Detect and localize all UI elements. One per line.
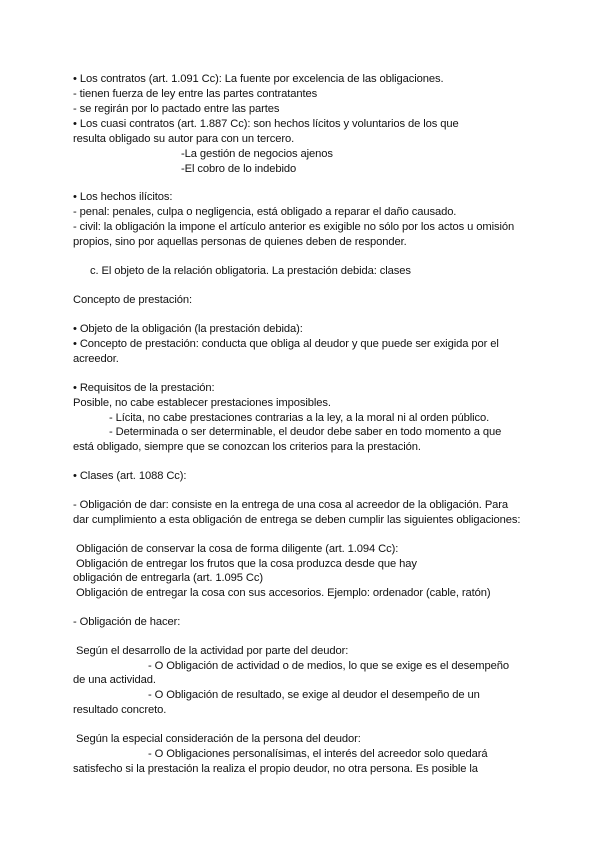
text-line: • Los cuasi contratos (art. 1.887 Cc): son hechos lícitos y voluntarios de los que (73, 118, 459, 130)
text-line: - O Obligación de actividad o de medios, lo que se exige es el desempeño (148, 660, 509, 672)
text-line: Según el desarrollo de la actividad por parte del deudor: (76, 645, 349, 657)
text-line: • Los hechos ilícitos: (73, 191, 173, 203)
text-line: - Lícita, no cabe prestaciones contrarias a la ley, a la moral ni al orden público. (109, 412, 490, 424)
text-line: • Objeto de la obligación (la prestación debida): (73, 323, 303, 335)
text-line: resulta obligado su autor para con un tercero. (73, 133, 295, 145)
text-line: • Clases (art. 1088 Cc): (73, 470, 187, 482)
section-heading: c. El objeto de la relación obligatoria. La prestación debida: clases (90, 265, 411, 277)
text-line: Concepto de prestación: (73, 294, 192, 306)
text-line: • Concepto de prestación: conducta que obliga al deudor y que puede ser exigida por el (73, 338, 499, 350)
text-line: Obligación de entregar los frutos que la cosa produzca desde que hay (76, 558, 417, 570)
text-line: -La gestión de negocios ajenos (181, 148, 333, 160)
text-line: - O Obligación de resultado, se exige al deudor el desempeño de un (148, 689, 480, 701)
text-line: - civil: la obligación la impone el artículo anterior es exigible no sólo por los actos u omisión (73, 221, 515, 233)
text-line: - Obligación de hacer: (73, 616, 181, 628)
text-line: satisfecho si la prestación la realiza el propio deudor, no otra persona. Es posible la (73, 763, 478, 775)
text-line: • Requisitos de la prestación: (73, 382, 215, 394)
text-line: • Los contratos (art. 1.091 Cc): La fuente por excelencia de las obligaciones. (73, 73, 444, 85)
text-line: - Determinada o ser determinable, el deudor debe saber en todo momento a que (109, 426, 502, 438)
text-line: Obligación de entregar la cosa con sus accesorios. Ejemplo: ordenador (cable, ratón) (76, 587, 491, 599)
text-line: está obligado, siempre que se conozcan los criterios para la prestación. (73, 441, 421, 453)
text-line: - Obligación de dar: consiste en la entrega de una cosa al acreedor de la obligación. Para (73, 499, 509, 511)
text-line: - tienen fuerza de ley entre las partes contratantes (73, 88, 318, 100)
text-line: dar cumplimiento a esta obligación de entrega se deben cumplir las siguientes obligaciones: (73, 514, 521, 526)
text-line: de una actividad. (73, 674, 156, 686)
text-line: obligación de entregarla (art. 1.095 Cc) (73, 572, 264, 584)
text-line: - penal: penales, culpa o negligencia, está obligado a reparar el daño causado. (73, 206, 457, 218)
text-line: Obligación de conservar la cosa de forma diligente (art. 1.094 Cc): (76, 543, 399, 555)
text-line: propios, sino por aquellas personas de quienes deben de responder. (73, 236, 407, 248)
text-line: - O Obligaciones personalísimas, el interés del acreedor solo quedará (148, 748, 488, 760)
text-line: -El cobro de lo indebido (181, 163, 297, 175)
text-line: acreedor. (73, 353, 119, 365)
text-line: Posible, no cabe establecer prestaciones imposibles. (73, 397, 331, 409)
text-line: Según la especial consideración de la persona del deudor: (76, 733, 361, 745)
text-line: resultado concreto. (73, 704, 167, 716)
text-line: - se regirán por lo pactado entre las partes (73, 103, 280, 115)
